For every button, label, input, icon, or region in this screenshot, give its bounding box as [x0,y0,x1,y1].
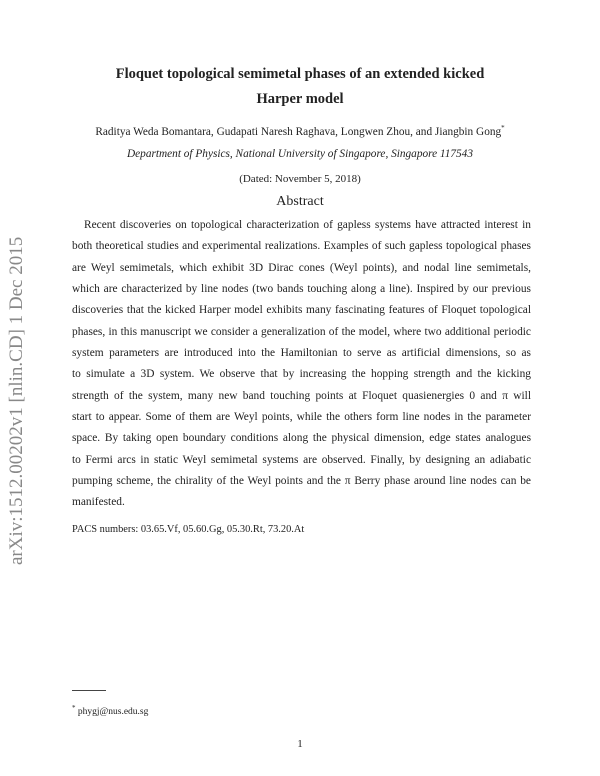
abstract-line: strength of the system, many new band touching points at Floquet quasienergies 0 and π will [72,389,531,402]
abstract-line: system parameters are introduced into the Hamiltonian to serve as artificial dimensions, so as [72,347,531,360]
abstract-heading: Abstract [276,194,324,209]
title-line-1: Floquet topological semimetal phases of an extended kicked [115,66,485,82]
arxiv-stamp: arXiv:1512.00202v1 [nlin.CD] 1 Dec 2015 [6,236,27,565]
author-footnote-mark: * [501,124,505,132]
abstract-line: manifested. [72,496,125,509]
authors [0,124,600,138]
abstract-line: pumping scheme, the chirality of the Weyl points and the π Berry phase around line nodes can be [72,475,531,488]
footnote-rule [72,690,106,691]
abstract-line: to simulate a 3D system. We observe that by increasing the hopping strength and the kicking [72,368,531,381]
abstract-line: phases, in this manuscript we consider a generalization of the model, where two additional periodic [72,325,531,338]
abstract-line: discoveries that the kicked Harper model exhibits many fascinating features of Floquet topological [72,304,531,317]
abstract-body [72,215,531,514]
abstract-line: Recent discoveries on topological characterization of gapless systems have attracted interest in [84,219,531,231]
dated: (Dated: November 5, 2018) [239,173,361,185]
abstract-line: start to appear. Some of them are Weyl points, while the others form line nodes in the parameter [72,411,531,424]
abstract-line: space. By taking open boundary conditions along the physical dimension, edge states analogues [72,432,531,445]
pacs-numbers: PACS numbers: 03.65.Vf, 05.60.Gg, 05.30.Rt, 73.20.At [72,524,305,535]
page-number: 1 [297,738,303,750]
title-line-2: Harper model [256,91,344,107]
footnote [72,704,148,717]
abstract-line: are Weyl semimetals, which exhibit 3D Dirac cones (Weyl points), and nodal line semimetals, [72,261,531,274]
abstract-line: which are characterized by line nodes (two bands touching along a line). Inspired by our previous [72,283,531,296]
affiliation: Department of Physics, National University of Singapore, Singapore 117543 [127,148,473,160]
abstract-line: both theoretical studies and experimental realizations. Examples of such gapless topological phases [72,240,531,253]
author-names: Raditya Weda Bomantara, Gudapati Naresh Raghava, Longwen Zhou, and Jiangbin Gong [95,125,502,138]
footnote-mark: * [72,704,76,712]
abstract-line: to Fermi arcs in static Weyl semimetal systems are observed. Finally, by designing an adiabatic [72,453,531,466]
footnote-email: phygj@nus.edu.sg [77,707,149,718]
